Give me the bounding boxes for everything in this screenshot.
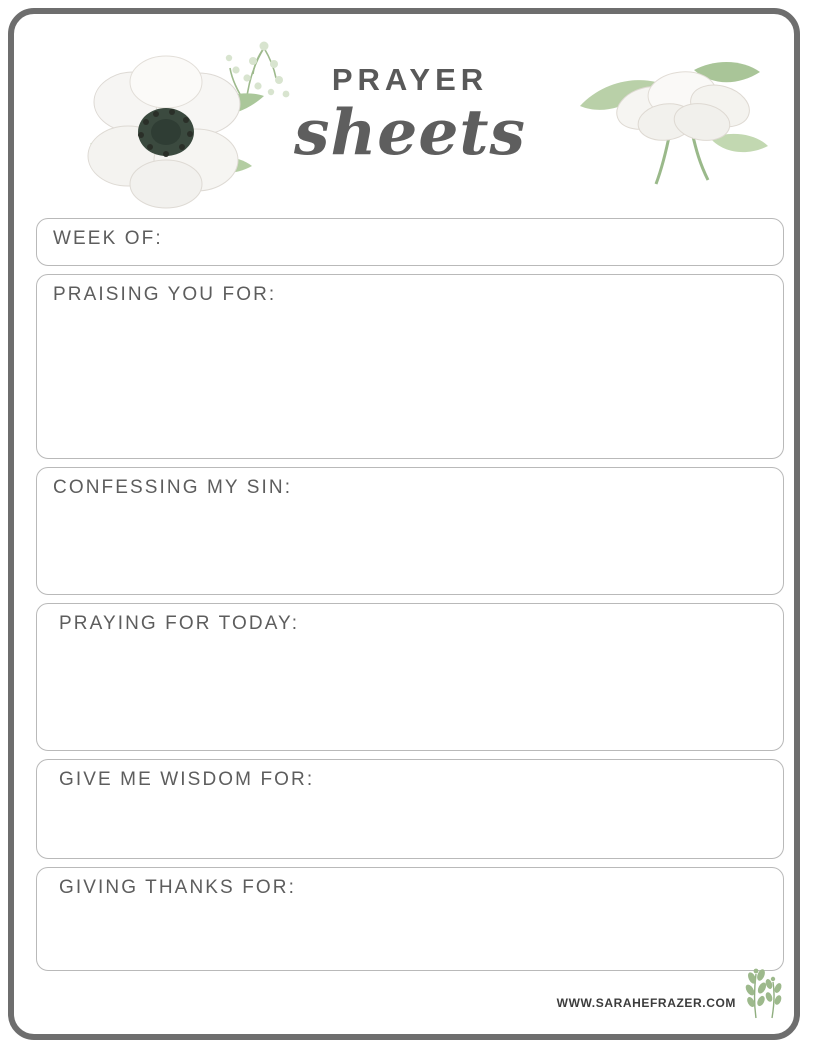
field-give-me-wisdom-for[interactable] xyxy=(36,759,784,859)
field-label-praising-you-for: PRAISING YOU FOR: xyxy=(53,284,277,305)
page-header xyxy=(36,28,784,218)
footer-website-url[interactable]: WWW.SARAHEFRAZER.COM xyxy=(556,996,736,1010)
page-footer xyxy=(454,960,784,1024)
field-giving-thanks-for[interactable] xyxy=(36,867,784,971)
title-script: sheets xyxy=(293,95,526,169)
field-praying-for-today[interactable] xyxy=(36,603,784,751)
title-main: PRAYER xyxy=(331,62,489,97)
field-label-week-of: WEEK OF: xyxy=(53,228,163,249)
field-label-give-me-wisdom-for: GIVE ME WISDOM FOR: xyxy=(59,769,315,790)
field-label-confessing-my-sin: CONFESSING MY SIN: xyxy=(53,477,293,498)
field-label-praying-for-today: PRAYING FOR TODAY: xyxy=(59,613,300,634)
field-label-giving-thanks-for: GIVING THANKS FOR: xyxy=(59,877,296,898)
field-praising-you-for[interactable] xyxy=(36,274,784,459)
page-title xyxy=(36,62,784,169)
page-border xyxy=(8,8,800,1040)
field-confessing-my-sin[interactable] xyxy=(36,467,784,595)
leaf-sprig-icon xyxy=(742,964,784,1020)
page-content xyxy=(36,28,784,1030)
field-week-of[interactable] xyxy=(36,218,784,266)
